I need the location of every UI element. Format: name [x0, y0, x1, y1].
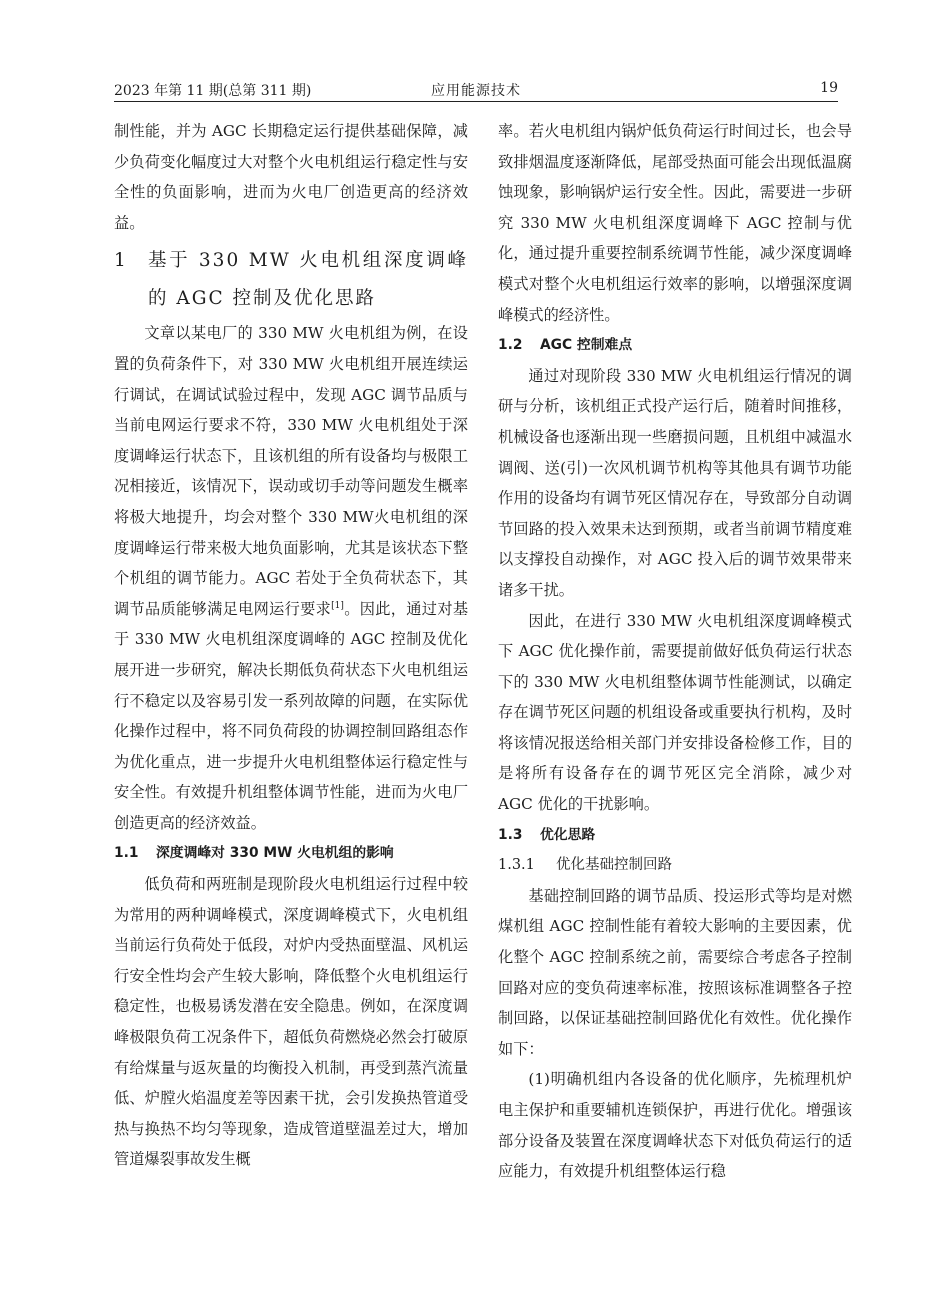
subsection-number: 1.2 — [498, 337, 523, 354]
subsection-1-2-heading — [498, 330, 852, 361]
subsection-1-3-1-heading — [498, 850, 852, 881]
intro-continuation: 制性能，并为 AGC 长期稳定运行提供基础保障，减少负荷变化幅度过大对整个火电机组运行稳定性与安全性的负面影响，进而为火电厂创造更高的经济效益。 — [114, 122, 468, 232]
left-column — [114, 116, 468, 1175]
section-number: 1 — [114, 250, 128, 272]
right-column — [498, 116, 852, 1187]
journal-name: 应用能源技术 — [431, 83, 521, 99]
subsection-1-3-heading — [498, 820, 852, 851]
issue-info: 2023 年第 11 期(总第 311 期) — [114, 83, 312, 99]
subsubsection-number: 1.3.1 — [498, 857, 535, 874]
subsection-1-1-paragraph: 低负荷和两班制是现阶段火电机组运行过程中较为常用的两种调峰模式，深度调峰模式下，火电机组当前运行负荷处于低段，对炉内受热面壁温、风机运行安全性均会产生较大影响，降低整个火电机组运行稳定性，也极易诱发潜在安全隐患。例如，在深度调峰极限负荷工况条件下，超低负荷燃烧必然会打破原有给煤量与返灰量的均衡投入机制，再受到蒸汽流量低、炉膛火焰温度差等因素干扰，会引发换热管道受热与换热不均匀等现象，造成管道壁温差过大，增加管道爆裂事故发生概 — [114, 875, 468, 1169]
subsubsection-title: 优化基础控制回路 — [556, 857, 672, 874]
subsection-number: 1.1 — [114, 845, 139, 862]
running-header — [114, 74, 838, 102]
subsection-number: 1.3 — [498, 826, 523, 843]
subsection-1-2-paragraph-2: 因此，在进行 330 MW 火电机组深度调峰模式下 AGC 优化操作前，需要提前做好低负荷运行状态下的 330 MW 火电机组整体调节性能测试，以确定存在调节死区问题的机组设备或重要执行机构，及时将该情况报送给相关部门并安排设备检修工作，目的是将所有设备存在的调节死区完全消除，减少对 AGC 优化的干扰影响。 — [498, 611, 852, 814]
subsection-title: 深度调峰对 330 MW 火电机组的影响 — [156, 845, 394, 862]
page-number: 19 — [820, 80, 838, 96]
subsection-1-1-heading — [114, 838, 468, 869]
header-rule — [114, 101, 838, 102]
citation-ref: [1] — [331, 600, 344, 611]
subsection-1-3-1-paragraph: 基础控制回路的调节品质、投运形式等均是对燃煤机组 AGC 控制性能有着较大影响的主要因素，优化整个 AGC 控制系统之前，需要综合考虑各子控制回路对应的变负荷速率标准，按照该标准调整各子控制回路，以保证基础控制回路优化有效性。优化操作如下： — [498, 886, 852, 1058]
subsection-title: 优化思路 — [540, 826, 596, 843]
subsection-1-2-paragraph-1: 通过对现阶段 330 MW 火电机组运行情况的调研与分析，该机组正式投产运行后，随着时间推移，机械设备也逐渐出现一些磨损问题，且机组中减温水调阀、送(引)一次风机调节机构等其他具有调节功能作用的设备均有调节死区情况存在，导致部分自动调节回路的投入效果未达到预期，或者当前调节精度难以支撑投自动操作，对 AGC 投入后的调节效果带来诸多干扰。 — [498, 366, 852, 599]
section-1-heading — [114, 242, 468, 318]
section-1-paragraph: 文章以某电厂的 330 MW 火电机组为例，在设置的负荷条件下，对 330 MW 火电机组开展连续运行调试，在调试试验过程中，发现 AGC 调节品质与当前电网运行要求不符，330 MW 火电机组处于深度调峰运行状态下，且该机组的所有设备均与极限工况相接近，该情况下，误动或切手动等问题发生概率将极大地提升，均会对整个 330 MW火电机组的深度调峰运行带来极大地负面影响，尤其是该状态下整个机组的调节能力。AGC 若处于全负荷状态下，其调节品质能够满足电网运行要求[1]。因此，通过对基于 330 MW 火电机组深度调峰的 AGC 控制及优化展开进一步研究，解决长期低负荷状态下火电机组运行不稳定以及容易引发一系列故障的问题，在实际优化操作过程中，将不同负荷段的协调控制回路组态作为优化重点，进一步提升火电机组整体运行稳定性与安全性。有效提升机组整体调节性能，进而为火电厂创造更高的经济效益。 — [114, 324, 469, 832]
subsection-title: AGC 控制难点 — [540, 337, 633, 354]
list-item-1: (1)明确机组内各设备的优化顺序，先梳理机炉电主保护和重要辅机连锁保护，再进行优化。增强该部分设备及装置在深度调峰状态下对低负荷运行的适应能力，有效提升机组整体运行稳 — [498, 1070, 852, 1181]
subsection-1-1-continued: 率。若火电机组内锅炉低负荷运行时间过长，也会导致排烟温度逐渐降低，尾部受热面可能会出现低温腐蚀现象，影响锅炉运行安全性。因此，需要进一步研究 330 MW 火电机组深度调峰下 AGC 控制与优化，通过提升重要控制系统调节性能，减少深度调峰模式对整个火电机组运行效率的影响，以增强深度调峰模式的经济性。 — [498, 122, 852, 324]
section-title: 基于 330 MW 火电机组深度调峰的 AGC 控制及优化思路 — [148, 250, 468, 310]
